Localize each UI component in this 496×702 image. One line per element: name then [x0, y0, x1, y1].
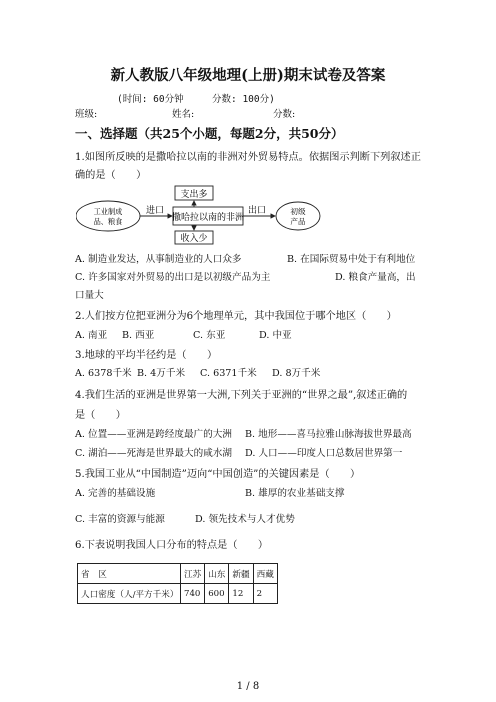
q5-stem: 5.我国工业从“中国制造”迈向“中国创造”的关键因素是（ ） [75, 469, 361, 480]
q1-stem-line2: 确的是（ ） [75, 170, 147, 181]
table-cell: 山东 [205, 564, 229, 584]
table-cell: 600 [205, 584, 229, 604]
q1-option-a: A. 制造业发达，从事制造业的人口众多 [75, 254, 242, 265]
table-cell: 2 [253, 584, 277, 604]
left-goods-label-line2: 品、粮食 [93, 217, 123, 226]
q2-option-b: B. 西亚 [122, 330, 155, 341]
left-goods-oval [76, 201, 140, 231]
q2-option-c: C. 东亚 [193, 330, 226, 341]
q4-stem-line1: 4.我们生活的亚洲是世界第一大洲,下列关于亚洲的“世界之最”,叙述正确的 [75, 390, 408, 401]
table-row [78, 584, 278, 604]
q5-option-b: B. 雄厚的农业基础支撑 [245, 488, 345, 499]
q1-option-d: D. 粮食产量高，出 [335, 272, 416, 283]
export-label: 出口 [248, 206, 267, 216]
table-header-province: 省 区 [78, 564, 181, 584]
import-label: 进口 [146, 206, 165, 216]
q1-option-c: C. 许多国家对外贸易的出口是以初级产品为主 [75, 272, 271, 283]
q4-option-a: A. 位置——亚洲是跨经度最广的大洲 [75, 429, 232, 440]
q3-stem: 3.地球的平均半径约是（ ） [75, 350, 218, 361]
q5-option-d: D. 领先技术与人才优势 [195, 514, 295, 525]
q2-stem: 2.人们按方位把亚洲分为6个地理单元，其中我国位于哪个地区（ ） [75, 311, 397, 322]
q2-option-d: D. 中亚 [259, 330, 292, 341]
expense-label: 支出多 [180, 190, 208, 200]
q6-stem: 6.下表说明我国人口分布的特点是（ ） [75, 540, 269, 551]
section-heading-choice: 一、选择题（共25个小题，每题2分，共50分） [75, 126, 344, 141]
table-cell: 新疆 [229, 564, 253, 584]
q3-option-a: A. 6378千米 [75, 368, 132, 379]
exam-time: (时间: 60分钟 [117, 94, 184, 105]
q3-option-d: D. 8万千米 [272, 368, 321, 379]
population-density-table [77, 563, 278, 604]
right-goods-label-line1: 初级 [290, 207, 306, 216]
trade-flow-diagram [76, 183, 426, 245]
q3-option-c: C. 6371千米 [200, 368, 257, 379]
q1-stem-line1: 1.如图所反映的是撒哈拉以南的非洲对外贸易特点。依据图示判断下列叙述正 [75, 152, 421, 163]
table-cell: 12 [229, 584, 253, 604]
left-goods-label-line1: 工业制成 [93, 207, 123, 216]
class-field-label: 班级: [75, 109, 98, 120]
q4-option-b: B. 地形——喜马拉雅山脉海拔世界最高 [245, 429, 412, 440]
q3-option-b: B. 4万千米 [137, 368, 186, 379]
table-cell: 江苏 [181, 564, 205, 584]
q1-option-b: B. 在国际贸易中处于有利地位 [287, 254, 416, 265]
table-cell: 西藏 [253, 564, 277, 584]
exam-total-score: 分数: 100分) [212, 94, 275, 105]
income-label: 收入少 [180, 234, 208, 244]
page-number: 1 / 8 [236, 681, 260, 692]
table-header-density: 人口密度（人/平方千米） [78, 584, 181, 604]
center-region-label: 撒哈拉以南的非洲 [171, 213, 245, 223]
score-field-label: 分数: [273, 109, 296, 120]
q5-option-a: A. 完善的基础设施 [75, 488, 156, 499]
document-title: 新人教版八年级地理(上册)期末试卷及答案 [110, 67, 386, 84]
q4-stem-line2: 是（ ） [75, 410, 126, 421]
q4-option-d: D. 人口——印度人口总数居世界第一 [245, 448, 403, 459]
name-field-label: 姓名: [172, 109, 195, 120]
table-cell: 740 [181, 584, 205, 604]
q2-option-a: A. 南亚 [75, 330, 108, 341]
q5-option-c: C. 丰富的资源与能源 [75, 514, 165, 525]
right-goods-label-line2: 产品 [290, 217, 306, 226]
table-row [78, 564, 278, 584]
q1-option-d-cont: 口量大 [75, 290, 104, 301]
q4-option-c: C. 湖泊——死海是世界最大的咸水湖 [75, 448, 233, 459]
